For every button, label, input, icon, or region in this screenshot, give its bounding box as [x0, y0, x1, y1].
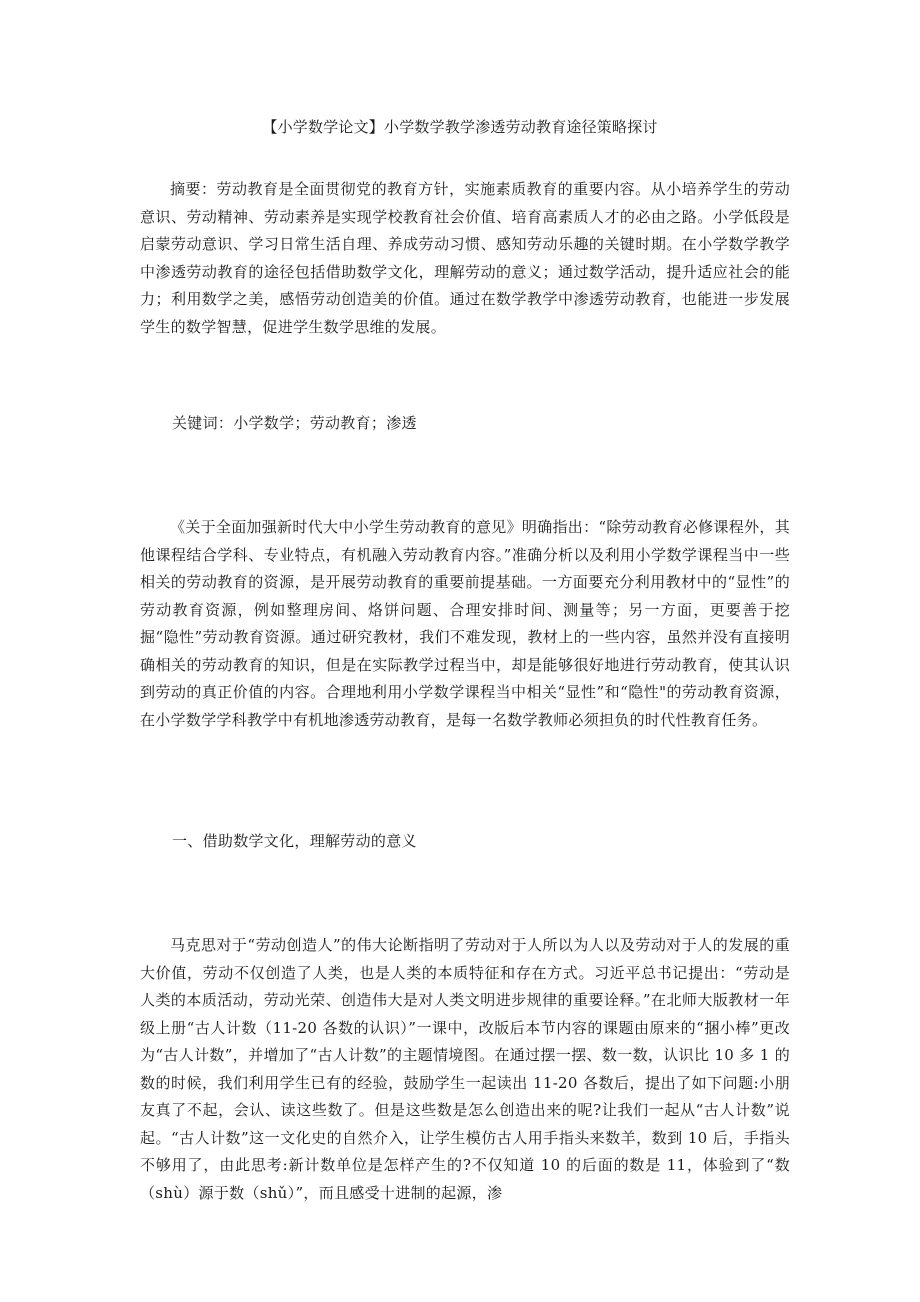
section-heading: 一、借助数学文化，理解劳动的意义	[172, 832, 417, 850]
keywords-line: 关键词：小学数学；劳动教育；渗透	[172, 414, 417, 432]
abstract-paragraph: 摘要：劳动教育是全面贯彻党的教育方针，实施素质教育的重要内容。从小培养学生的劳动意识、劳动精神、劳动素养是实现学校教育社会价值、培育高素质人才的必由之路。小学低段是启蒙劳动意识、学习日常生活自理、养成劳动习惯、感知劳动乐趣的关键时期。在小学数学教学中渗透劳动教育的途径包括借助数学文化，理解劳动的意义；通过数学活动，提升适应社会的能力；利用数学之美，感悟劳动创造美的价值。通过在数学教学中渗透劳动教育，也能进一步发展学生的数学智慧，促进学生数学思维的发展。	[140, 180, 790, 336]
document-title: 【小学数学论文】小学数学教学渗透劳动教育途径策略探讨	[262, 118, 658, 136]
section-paragraph: 马克思对于“劳动创造人”的伟大论断指明了劳动对于人所以为人以及劳动对于人的发展的重大价值，劳动不仅创造了人类，也是人类的本质特征和存在方式。习近平总书记提出：“劳动是人类的本质活动，劳动光荣、创造伟大是对人类文明进步规律的重要诠释。”在北师大版教材一年级上册“古人计数（11-20 各数的认识）”一课中，改版后本节内容的课题由原来的“捆小棒”更改为“古人计数”，并增加了“古人计数”的主题情境图。在通过摆一摆、数一数，认识比 10 多 1 的数的时候，我们利用学生已有的经验，鼓励学生一起读出 11-20 各数后，提出了如下问题:小朋友真了不起，会认、读这些数了。但是这些数是怎么创造出来的呢?让我们一起从“古人计数”说起。“古人计数”这一文化史的自然介入，让学生模仿古人用手指头来数羊，数到 10 后，手指头不够用了，由此思考:新计数单位是怎样产生的?不仅知道 10 的后面的数是 11，体验到了“数（shù）源于数（shǔ）”，而且感受十进制的起源，渗	[140, 936, 790, 1202]
intro-paragraph: 《关于全面加强新时代大中小学生劳动教育的意见》明确指出：“除劳动教育必修课程外，其他课程结合学科、专业特点，有机融入劳动教育内容。”准确分析以及利用小学数学课程当中一些相关的劳动教育的资源，是开展劳动教育的重要前提基础。一方面要充分利用教材中的“显性”的劳动教育资源，例如整理房间、烙饼问题、合理安排时间、测量等；另一方面，更要善于挖掘“隐性”劳动教育资源。通过研究教材，我们不难发现，教材上的一些内容，虽然并没有直接明确相关的劳动教育的知识，但是在实际教学过程当中，却是能够很好地进行劳动教育，使其认识到劳动的真正价值的内容。合理地利用小学数学课程当中相关“显性”和“隐性"的劳动教育资源，在小学数学学科教学中有机地渗透劳动教育，是每一名数学教师必须担负的时代性教育任务。	[140, 518, 790, 729]
